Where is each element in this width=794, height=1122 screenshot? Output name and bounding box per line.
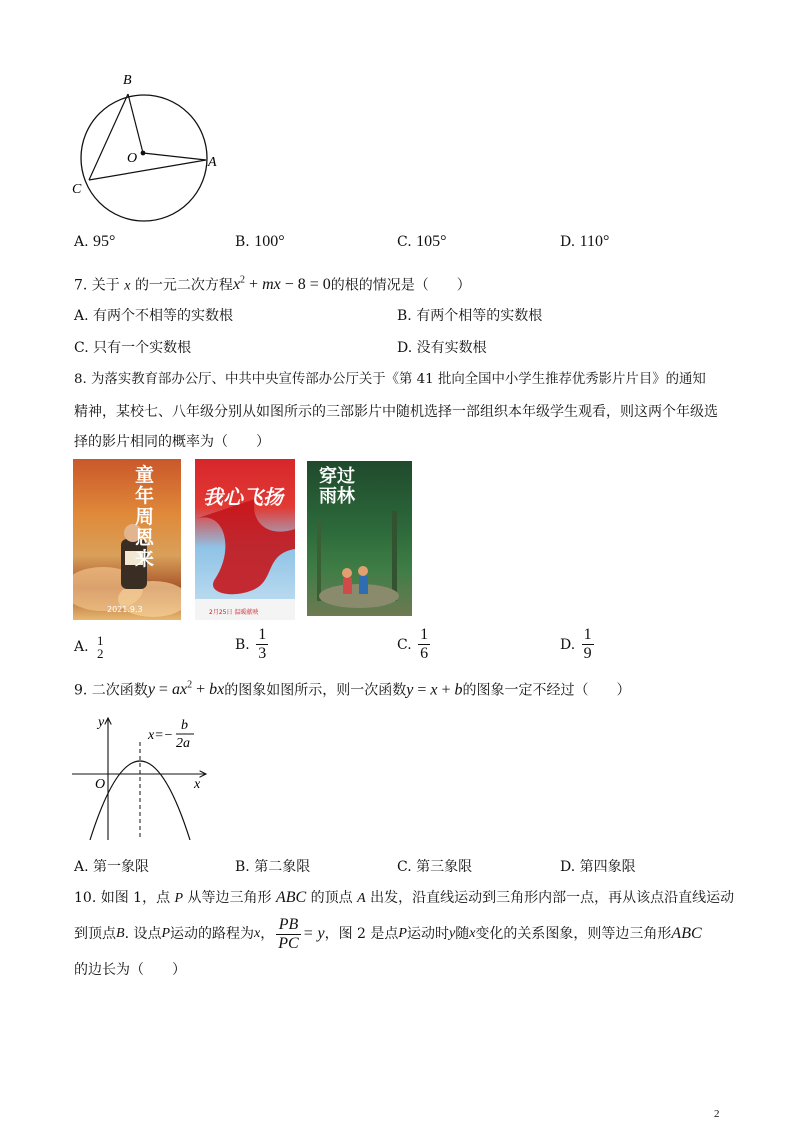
q10-line1: 10. 如图 1，点 P 从等边三角形 ABC 的顶点 A 出发，沿直线运动到三角形内部一点，再从该点沿直线运动	[74, 889, 735, 906]
q9-stem: 9. 二次函数$y = ax^2$ + bx的图象如图所示，则一次函数y = x + b的图象一定不经过（ ）	[74, 680, 631, 699]
q10-line2: 到顶点 B . 设点 P 运动的路程为 x ， $\frac{PB}{PC}$ = y ，图 2 是点 P 运动时 y 随 x 变化的关系图象，则等边三角形 ABC	[74, 915, 702, 952]
q10-line3: 的边长为（ ）	[74, 962, 186, 978]
poster-1-date: 2021.9.3	[107, 605, 143, 614]
q6-option-c[interactable]: C. 105°	[397, 233, 447, 250]
q9-option-b[interactable]: B. 第二象限	[235, 859, 311, 875]
q7-equation: $x^2$ + mx − 8 = 0	[232, 275, 331, 294]
graph-x-label: x	[194, 777, 201, 792]
page-number: 2	[714, 1108, 720, 1120]
poster-2	[195, 459, 295, 620]
q6-option-d[interactable]: D. 110°	[560, 233, 610, 250]
q6-option-a[interactable]: A. 95°	[74, 233, 116, 250]
axis-eq-label: x=−	[148, 728, 174, 743]
graph-origin-label: O	[95, 777, 106, 792]
q8-line2: 精神，某校七、八年级分别从如图所示的三部影片中随机选择一部组织本年级学生观看，则这两个年级选	[74, 404, 718, 420]
q8-option-a[interactable]: A. 1 2	[74, 633, 104, 661]
poster-3-title: 穿过雨林	[319, 466, 355, 507]
q6-option-b[interactable]: B. 100°	[235, 233, 285, 250]
q7-option-a[interactable]: A. 有两个不相等的实数根	[74, 308, 234, 324]
q8-line1: 8. 为落实教育部办公厅、中共中央宣传部办公厅关于《第 41 批向全国中小学生推荐优秀影片片目》的通知	[74, 372, 706, 387]
q9-option-d[interactable]: D. 第四象限	[560, 859, 636, 875]
q9-linear: y = x + b	[406, 681, 463, 699]
axis-eq-den: 2a	[176, 736, 190, 751]
graph-y-label: y	[98, 715, 105, 730]
poster-2-date: 2月25日 温暖献映	[209, 609, 259, 616]
q8-option-d[interactable]: D. $\frac{1}{9}$	[560, 626, 592, 662]
parabola-graph	[68, 712, 218, 844]
poster-1	[73, 459, 181, 620]
q9-option-c[interactable]: C. 第三象限	[397, 859, 473, 875]
q9-option-a[interactable]: A. 第一象限	[74, 859, 150, 875]
q7-option-c[interactable]: C. 只有一个实数根	[74, 340, 192, 356]
circle-figure	[60, 62, 230, 232]
q7-option-b[interactable]: B. 有两个相等的实数根	[397, 308, 543, 324]
poster-1-art	[73, 459, 181, 620]
poster-3	[307, 461, 412, 616]
axis-eq-num: b	[181, 718, 188, 733]
label-b: B	[123, 73, 132, 88]
q7-option-d[interactable]: D. 没有实数根	[397, 340, 487, 356]
poster-1-title: 童年周恩来	[135, 464, 155, 570]
label-a: A	[208, 155, 217, 170]
q8-option-b[interactable]: B. $\frac{1}{3}$	[235, 626, 267, 662]
q7-stem: 7. 关于 x 的一元二次方程$x^2$ + mx − 8 = 0的根的情况是（ ）	[74, 275, 471, 294]
poster-2-title: 我心飞扬	[203, 485, 283, 509]
q8-option-c[interactable]: C. $\frac{1}{6}$	[397, 626, 429, 662]
label-o: O	[127, 151, 138, 166]
label-c: C	[72, 182, 82, 197]
q9-quadratic: $y = ax^2$ + bx	[147, 680, 225, 699]
q8-line3: 择的影片相同的概率为（ ）	[74, 434, 270, 450]
